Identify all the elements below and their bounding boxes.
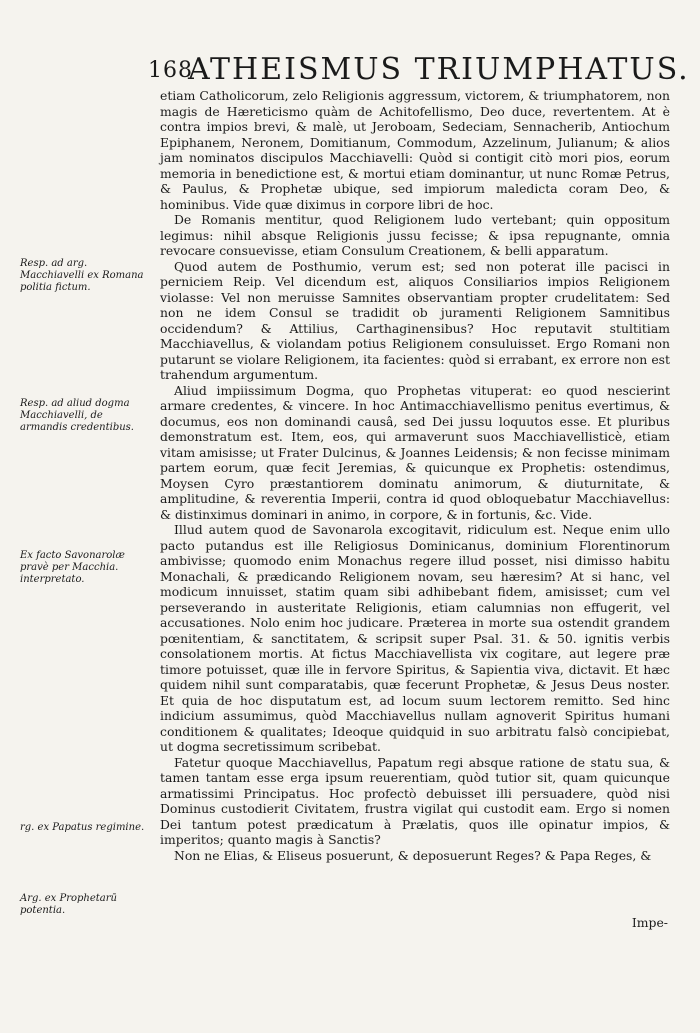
page-header [148,52,690,88]
body-text [160,88,670,863]
paragraph: Quod autem de Posthumio, verum est; sed non poterat ille pacisci in perniciem Reip. Vel dicendum est, aliquos Consiliarios impios Religionem violasse: Vel non meruisse Samnites observantiam propter crudelitatem: Sed non ne idem Consul se tradidit ob juramenti Religionem Samnitibus occidendum? & Attilius, Carthaginensibus? Hoc reputavit stultitiam Macchiavellus, & violandam potius Religionem consuluisset. Ergo Romani non putarunt se violare Religionem, ita facientes: quòd si errabant, ex errore non est trahendum argumentum. [160,258,670,382]
paragraph: De Romanis mentitur, quod Religionem ludo vertebant; quin oppositum legimus: nihil absque Religionis jussu fecisse; & ipsa repugnante, omnia revocare consuevisse, etiam Consulum Creationem, & belli apparatum. [160,212,670,258]
paragraph: etiam Catholicorum, zelo Religionis aggressum, victorem, & triumphatorem, non magis de Hæreticismo quàm de Achitofellismo, Deo duce, revertentem. At è contra impios brevi, & malè, ut Jeroboam, Sedeciam, Sennacherib, Antiochum Epiphanem, Neronem, Domitianum, Commodum, Azzelinum, Julianum; & alios jam nominatos discipulos Macchiavelli: Quòd si contigit citò mori pios, eorum memoria in benedictione est, & mortui etiam dominantur, ut nunc Romæ Petrus, & Paulus, & Prophetæ ubique, sed impiorum maledicta coram Deo, & hominibus. Vide quæ diximus in corpore libri de hoc. [160,88,670,212]
margin-note-papatus: rg. ex Papatus regimine. [20,822,145,833]
paragraph: Illud autem quod de Savonarola excogitavit, ridiculum est. Neque enim ullo pacto putandus est ille Religiosus Dominicanus, dominium Florentinorum ambivisse; quomodo enim Monachus regere illud posset, nisi dimisso habitu Monachali, & prædicando Religionem novam, seu hæresim? At si hanc, vel modicum innuisset, statim quam sibi adhibebant fidem, amisisset; cum vel perseverando in austeritate Religionis, etiam calumnias non effugerit, vel accusationes. Nolo enim hoc judicare. Præterea in morte sua ostendit grandem pœnitentiam, & sanctitatem, & scripsit super Psal. 31. & 50. ignitis verbis consolationem mortis. At fictus Macchiavellista vix cogitare, aut legere præ timore potuisset, quæ ille in fervore Spiritus, & Sapientia viva, dictavit. Et hæc quidem nihil sunt comparatabis, quæ fecerunt Prophetæ, & Jesus Deus noster. Et quia de hoc disputatum est, ad locum suum lectorem remitto. Sed hinc indicium assumimus, quòd Macchiavellus nullam agnoverit Spiritus humani conditionem & qualitates; Ideoque quidquid in suo arbitratu falsò concipiebat, ut dogma secretissimum scribebat. [160,522,670,754]
margin-note-romana: Resp. ad arg. Macchiavelli ex Romana politia fictum. [20,258,144,293]
running-title: ATHEISMUS TRIUMPHATUS. [188,52,690,87]
paragraph: Aliud impiissimum Dogma, quo Prophetas vituperat: eo quod nescierint armare credentes, & vincere. In hoc Antimacchiavellismo penitus evertimus, & documus, eos non dominandi causâ, sed Dei jussu loquutos esse. Et pluribus demonstratum est. Item, eos, qui armaverunt suos Macchiavellisticè, etiam vitam amisisse; ut Frater Dulcinus, & Joannes Leidensis; & non fecisse minimam partem eorum, quæ fecit Jeremias, & quicunque ex Prophetis: ostendimus, Moysen Cyro præstantiorem dominatu animorum, & diuturnitate, & amplitudine, & reverentia Imperii, contra id quod obloquebatur Macchiavellus: & distinximus dominari in animo, in corpore, & in fortunis, &c. Vide. [160,382,670,522]
page-number: 168 [148,58,193,83]
margin-note-savonarola: Ex facto Savonarolæ pravè per Macchia. interpretato. [20,550,125,585]
catchword: Impe- [631,915,668,930]
margin-note-prophetarum: Arg. ex Prophetarū potentia. [20,893,117,916]
margin-note-armandis: Resp. ad aliud dogma Macchiavelli, de armandis credentibus. [20,398,134,433]
paragraph: Fatetur quoque Macchiavellus, Papatum regi absque ratione de statu sua, & tamen tantam esse erga ipsum reuerentiam, quòd tutior sit, quam quicunque armatissimi Principatus. Hoc profectò debuisset illi persuadere, quòd nisi Dominus custodierit Civitatem, frustra vigilat qui custodit eam. Ergo si nomen Dei tantum potest prædicatum à Prælatis, quos ille opinatur impios, & imperitos; quanto magis à Sanctis? [160,754,670,847]
paragraph: Non ne Elias, & Eliseus posuerunt, & deposuerunt Reges? & Papa Reges, & [174,847,652,863]
